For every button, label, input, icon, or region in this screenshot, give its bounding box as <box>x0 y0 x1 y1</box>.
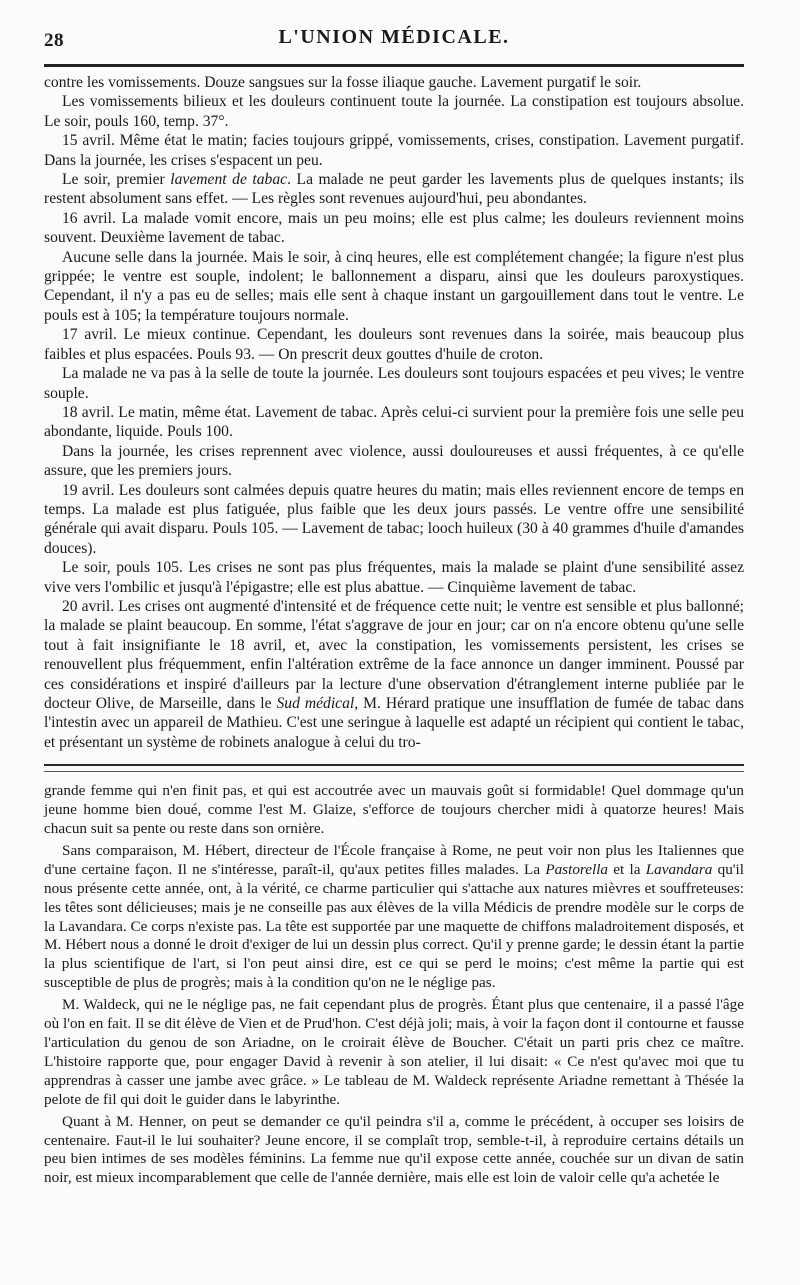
text-run: Sans comparaison, M. Hébert, directeur de l'École française à Rome, ne peut voir non plus les Italiennes que d'une certaine façon. Il ne s'intéresse, paraît-il, qu'aux petites filles malades. La <box>44 841 744 878</box>
paragraph: Aucune selle dans la journée. Mais le soir, à cinq heures, elle est complétement changée; la figure n'est plus grippée; le ventre est souple, indolent; le ballonnement a disparu, ainsi que les douleurs paroxystiques. Cependant, il n'y a pas eu de selles; mais elle sent à chaque instant un gargouillement dans tout le ventre. Le pouls est à 105; la température toujours normale. <box>44 248 744 324</box>
feuilleton-text <box>44 782 744 1188</box>
feuilleton-section <box>44 782 744 1188</box>
text-run: 20 avril. Les crises ont augmenté d'intensité et de fréquence cette nuit; le ventre est sensible et plus ballonné; la malade se plaint beaucoup. En somme, l'état s'aggrave de jour en jour; car on n'a encore obtenu qu'une selle tout à fait insignifiante le 18 avril, et, avec la constipation, les vomissements persistent, les crises se renouvellent plus fréquemment, enfin l'altération extrême de la face annonce un danger imminent. Poussé par ces considérations et inspiré d'ailleurs par la lecture d'une observation d'étranglement interne publiée par le docteur Olive, de Marseille, dans le <box>44 597 744 712</box>
paragraph: La malade ne va pas à la selle de toute la journée. Les douleurs sont toujours espacées et peu vives; le ventre souple. <box>44 365 744 402</box>
article-text <box>44 73 744 752</box>
text-run: Le soir, premier <box>62 171 171 189</box>
paragraph <box>44 842 744 993</box>
text-run: , M. Hérard pratique une insufflation de fumée de tabac dans l'intestin avec un appareil de Mathieu. C'est une seringue à laquelle est adapté un récipient qui contient le tabac, et présentant un système de robinets analogue à celui du tro- <box>44 695 744 751</box>
paragraph: 16 avril. La malade vomit encore, mais un peu moins; elle est plus calme; les douleurs reviennent moins souvent. Deuxième lavement de tabac. <box>44 209 744 247</box>
page-header <box>44 26 744 52</box>
italic-title: Pastorella <box>545 860 609 878</box>
paragraph <box>44 170 744 209</box>
paragraph: grande femme qui n'en finit pas, et qui est accoutrée avec un mauvais goût si formidable! Quel dommage qu'un jeune homme bien doué, comme l'est M. Glaize, s'efforce de toujours chercher midi à quatorze heures! Mais chacun suit sa pente ou reste dans son ornière. <box>44 782 744 838</box>
paragraph: 19 avril. Les douleurs sont calmées depuis quatre heures du matin; mais elles reviennent encore de temps en temps. La malade est plus fatiguée, plus faible que les deux jours passés. Le ventre offre une sensibilité générale qui avait disparu. Pouls 105. — Lavement de tabac; looch huileux (30 à 40 grammes d'huile d'amandes douces). <box>44 481 744 557</box>
paragraph: Les vomissements bilieux et les douleurs continuent toute la journée. La constipation est toujours absolue. Le soir, pouls 160, temp. 37°. <box>44 93 744 130</box>
italic-title: Lavandara <box>645 860 713 878</box>
paragraph: 17 avril. Le mieux continue. Cependant, les douleurs sont revenues dans la soirée, mais beaucoup plus faibles et plus espacées. Pouls 93. — On prescrit deux gouttes d'huile de croton. <box>44 326 744 363</box>
paragraph: M. Waldeck, qui ne le néglige pas, ne fait cependant plus de progrès. Étant plus que centenaire, il a passé l'âge où l'on en fait. Il se dit élève de Vien et de Prud'hon. C'est déjà joli; mais, à voir la façon dont il contourne et fausse l'articulation du genou de son Ariadne, on le croirait élève de Boucher. C'était un parti pris chez ce maître. L'histoire rapporte que, pour engager David à revenir à son atelier, il lui disait: « Ce n'est qu'avec moi que tu apprendras à casser une jambe avec grâce. » Le tableau de M. Waldeck représente Ariadne remettant à Thésée la pelote de fil qui doit le guider dans le labyrinthe. <box>44 996 744 1108</box>
paragraph: Le soir, pouls 105. Les crises ne sont pas plus fréquentes, mais la malade se plaint d'une sensibilité assez vive vers l'ombilic et jusqu'à l'épigastre; elle est plus abattue. — Cinquième lavement de tabac. <box>44 559 744 596</box>
page-number: 28 <box>44 30 64 51</box>
italic-title: lavement de tabac <box>170 171 288 189</box>
journal-title: L'UNION MÉDICALE. <box>278 26 510 48</box>
header-rule <box>44 64 744 67</box>
article-body <box>44 73 744 752</box>
paragraph: 15 avril. Même état le matin; facies toujours grippé, vomissements, crises, constipation. Lavement purgatif. Dans la journée, les crises s'espacent un peu. <box>44 132 744 169</box>
paragraph: Dans la journée, les crises reprennent avec violence, aussi douloureuses et aussi fréquentes, à ce qu'elle assure, que les premiers jours. <box>44 442 744 480</box>
paragraph <box>44 597 744 752</box>
paragraph: contre les vomissements. Douze sangsues sur la fosse iliaque gauche. Lavement purgatif le soir. <box>44 74 642 91</box>
paragraph: 18 avril. Le matin, même état. Lavement de tabac. Après celui-ci survient pour la première fois une selle peu abondante, liquide. Pouls 100. <box>44 403 744 441</box>
text-run: qu'il nous présente cette année, ont, à la vérité, ce charme particulier qui s'attache aux natures mièvres et souffreteuses: les têtes sont délicieuses; mais je ne conseille pas aux élèves de la villa Médicis de prendre modèle sur le corps de la Lavandara. Ce corps n'existe pas. La tête est supportée par une maquette de chiffons maladroitement disposés, et M. Hébert nous a donné le droit d'exiger de lui un dessin plus correct. Qu'il y prenne garde; le dessin étant la partie la plus scientifique de l'art, si l'on peut ainsi dire, est ce qui se perd le moins; c'est même la partie qui est susceptible de plus de progrès; mais à la condition qu'on ne le néglige pas. <box>44 860 744 992</box>
text-run: et la <box>608 860 646 878</box>
italic-title: Sud médical <box>276 695 355 712</box>
paragraph: Quant à M. Henner, on peut se demander ce qu'il peindra s'il a, comme le précédent, à occuper ses loisirs de centenaire. Faut-il le lui souhaiter? Jeune encore, il se complaît trop, semble-t-il, à reproduire certains détails un peu bien intimes de ses modèles féminins. La femme nue qu'il expose cette année, couchée sur un divan de satin noir, est mieux incomparablement que celle de l'année dernière, mais elle est loin de valoir celle qu'a achetée le <box>44 1112 744 1187</box>
text-run: . La malade ne peut garder les lavements plus de quelques instants; ils restent absolument sans effet. — Les règles sont revenues aujourd'hui, peu abondantes. <box>44 171 745 208</box>
feuilleton-divider <box>44 764 744 772</box>
